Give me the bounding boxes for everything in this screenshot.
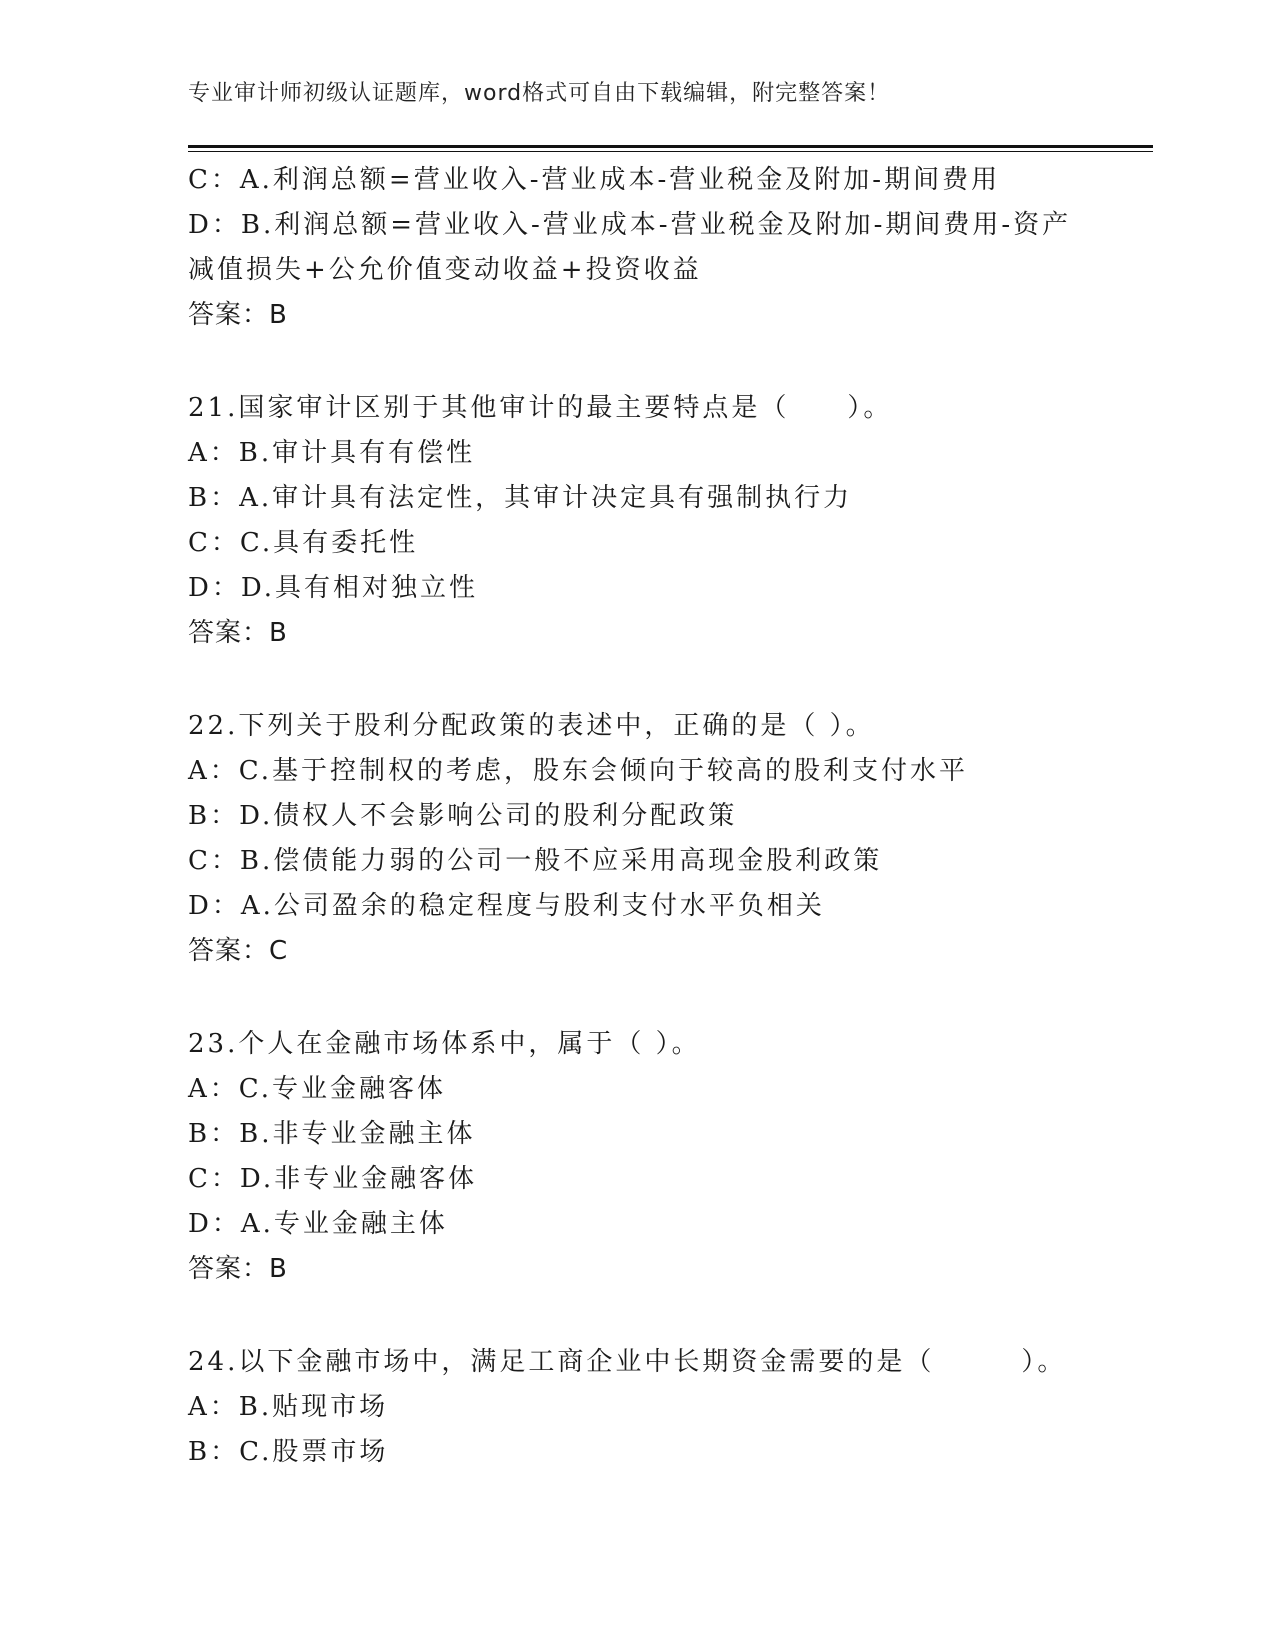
answer-line: 答案：C xyxy=(188,936,289,966)
option-line: C：D.非专业金融客体 xyxy=(188,1164,478,1194)
question-stem: 23.个人在金融市场体系中，属于（ ）。 xyxy=(188,1029,701,1059)
question-stem: 21.国家审计区别于其他审计的最主要特点是（ ）。 xyxy=(188,393,893,423)
question-stem: 22.下列关于股利分配政策的表述中，正确的是（ ）。 xyxy=(188,711,875,741)
question-22 xyxy=(188,704,1088,974)
option-line: B：A.审计具有法定性，其审计决定具有强制执行力 xyxy=(188,483,853,513)
question-21 xyxy=(188,386,1088,656)
option-line: C：A.利润总额=营业收入-营业成本-营业税金及附加-期间费用 xyxy=(188,165,1001,195)
option-line: A：C.基于控制权的考虑，股东会倾向于较高的股利支付水平 xyxy=(188,756,969,786)
option-line: 减值损失+公允价值变动收益+投资收益 xyxy=(188,255,702,285)
option-line: B：C.股票市场 xyxy=(188,1437,389,1467)
question-stem: 24.以下金融市场中，满足工商企业中长期资金需要的是（ ）。 xyxy=(188,1347,1067,1377)
option-line: A：B.审计具有有偿性 xyxy=(188,438,476,468)
question-24 xyxy=(188,1340,1088,1475)
header-rule-thick xyxy=(188,145,1153,148)
question-content xyxy=(188,158,1088,1475)
question-20-continued xyxy=(188,158,1088,338)
option-line: B：B.非专业金融主体 xyxy=(188,1119,476,1149)
option-line: D：A.公司盈余的稳定程度与股利支付水平负相关 xyxy=(188,891,825,921)
option-line: C：C.具有委托性 xyxy=(188,528,419,558)
answer-line: 答案：B xyxy=(188,618,288,648)
option-line: A：B.贴现市场 xyxy=(188,1392,389,1422)
option-line: B：D.债权人不会影响公司的股利分配政策 xyxy=(188,801,738,831)
option-line: D：D.具有相对独立性 xyxy=(188,573,479,603)
answer-line: 答案：B xyxy=(188,300,288,330)
option-line: A：C.专业金融客体 xyxy=(188,1074,447,1104)
header-rule-thin xyxy=(188,151,1153,152)
option-line: C：B.偿债能力弱的公司一般不应采用高现金股利政策 xyxy=(188,846,883,876)
answer-line: 答案：B xyxy=(188,1254,288,1284)
option-line: D：A.专业金融主体 xyxy=(188,1209,448,1239)
option-line: D：B.利润总额=营业收入-营业成本-营业税金及附加-期间费用-资产 xyxy=(188,210,1072,240)
page-header: 专业审计师初级认证题库，word格式可自由下载编辑，附完整答案！ xyxy=(188,81,891,106)
question-23 xyxy=(188,1022,1088,1292)
